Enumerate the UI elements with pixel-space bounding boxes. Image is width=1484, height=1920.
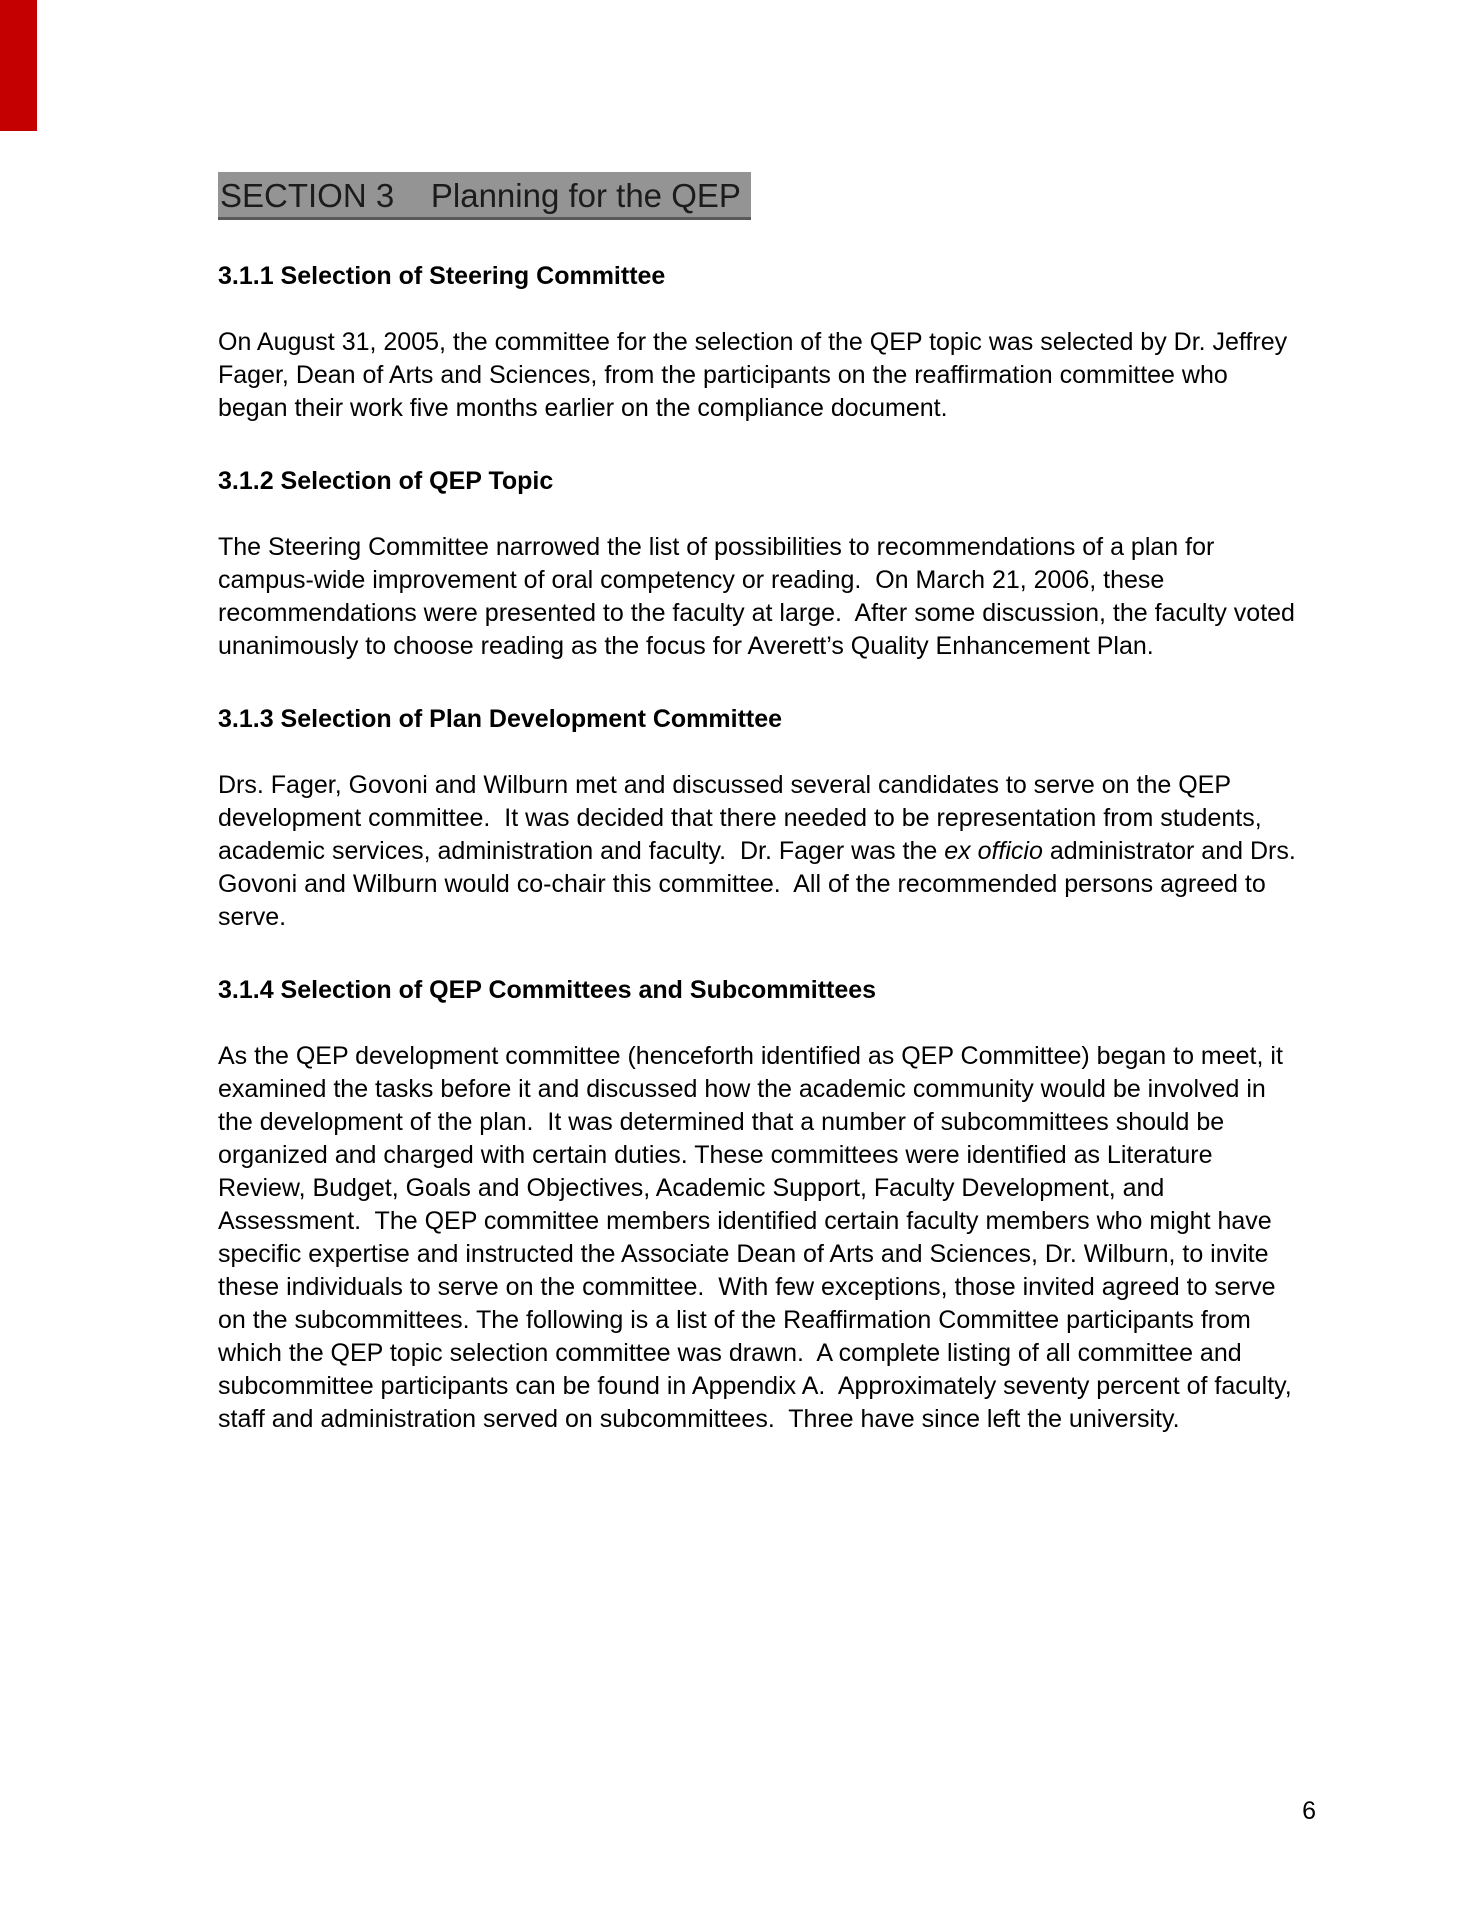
paragraph-3-1-3 [218,769,1303,934]
paragraph-3-1-2: The Steering Committee narrowed the list of possibilities to recommendations of a plan for campus-wide improvement of oral competency or reading. On March 21, 2006, these recommendations were presented to the faculty at large. After some discussion, the faculty voted unanimously to choose reading as the focus for Averett’s Quality Enhancement Plan. [218,533,1302,661]
section-3-1-3 [218,703,1303,934]
paragraph-3-1-1: On August 31, 2005, the committee for the selection of the QEP topic was selected by Dr. Jeffrey Fager, Dean of Arts and Sciences, from the participants on the reaffirmation committee who began their work five months earlier on the compliance document. [218,328,1295,423]
section-title-row [218,172,1298,220]
heading-3-1-3: 3.1.3 Selection of Plan Development Committee [218,705,783,734]
paragraph-3-1-3-segment-2: administrator and Drs. Govoni and Wilburn would co-chair this committee. All of the recommended persons agreed to serve. [218,837,1303,932]
heading-3-1-4: 3.1.4 Selection of QEP Committees and Subcommittees [218,976,877,1005]
section-3-1-4 [218,974,1298,1436]
page-number: 6 [1302,1797,1316,1825]
section-title: SECTION 3 Planning for the QEP [218,172,751,220]
section-3-1-1 [218,260,1298,425]
section-3-1-2 [218,465,1302,663]
heading-3-1-1: 3.1.1 Selection of Steering Committee [218,262,666,291]
paragraph-3-1-3-segment-1: Drs. Fager, Govoni and Wilburn met and discussed several candidates to serve on the QEP development committee. It was decided that there needed to be representation from students, academic services, administration and faculty. Dr. Fager was the [218,771,1269,866]
document-content [218,172,1303,1436]
paragraph-3-1-4: As the QEP development committee (henceforth identified as QEP Committee) began to meet, it examined the tasks before it and discussed how the academic community would be involved in the development of the plan. It was determined that a number of subcommittees should be organized and charged with certain duties. These committees were identified as Literature Review, Budget, Goals and Objectives, Academic Support, Faculty Development, and Assessment. The QEP committee members identified certain faculty members who might have specific expertise and instructed the Associate Dean of Arts and Sciences, Dr. Wilburn, to invite these individuals to serve on the committee. With few exceptions, those invited agreed to serve on the subcommittees. The following is a list of the Reaffirmation Committee participants from which the QEP topic selection committee was drawn. A complete listing of all committee and subcommittee participants can be found in Appendix A. Approximately seventy percent of faculty, staff and administration served on subcommittees. Three have since left the university. [218,1042,1299,1434]
paragraph-3-1-3-italic-segment: ex officio [944,837,1043,866]
heading-3-1-2: 3.1.2 Selection of QEP Topic [218,467,554,496]
red-corner-bar [0,0,37,131]
